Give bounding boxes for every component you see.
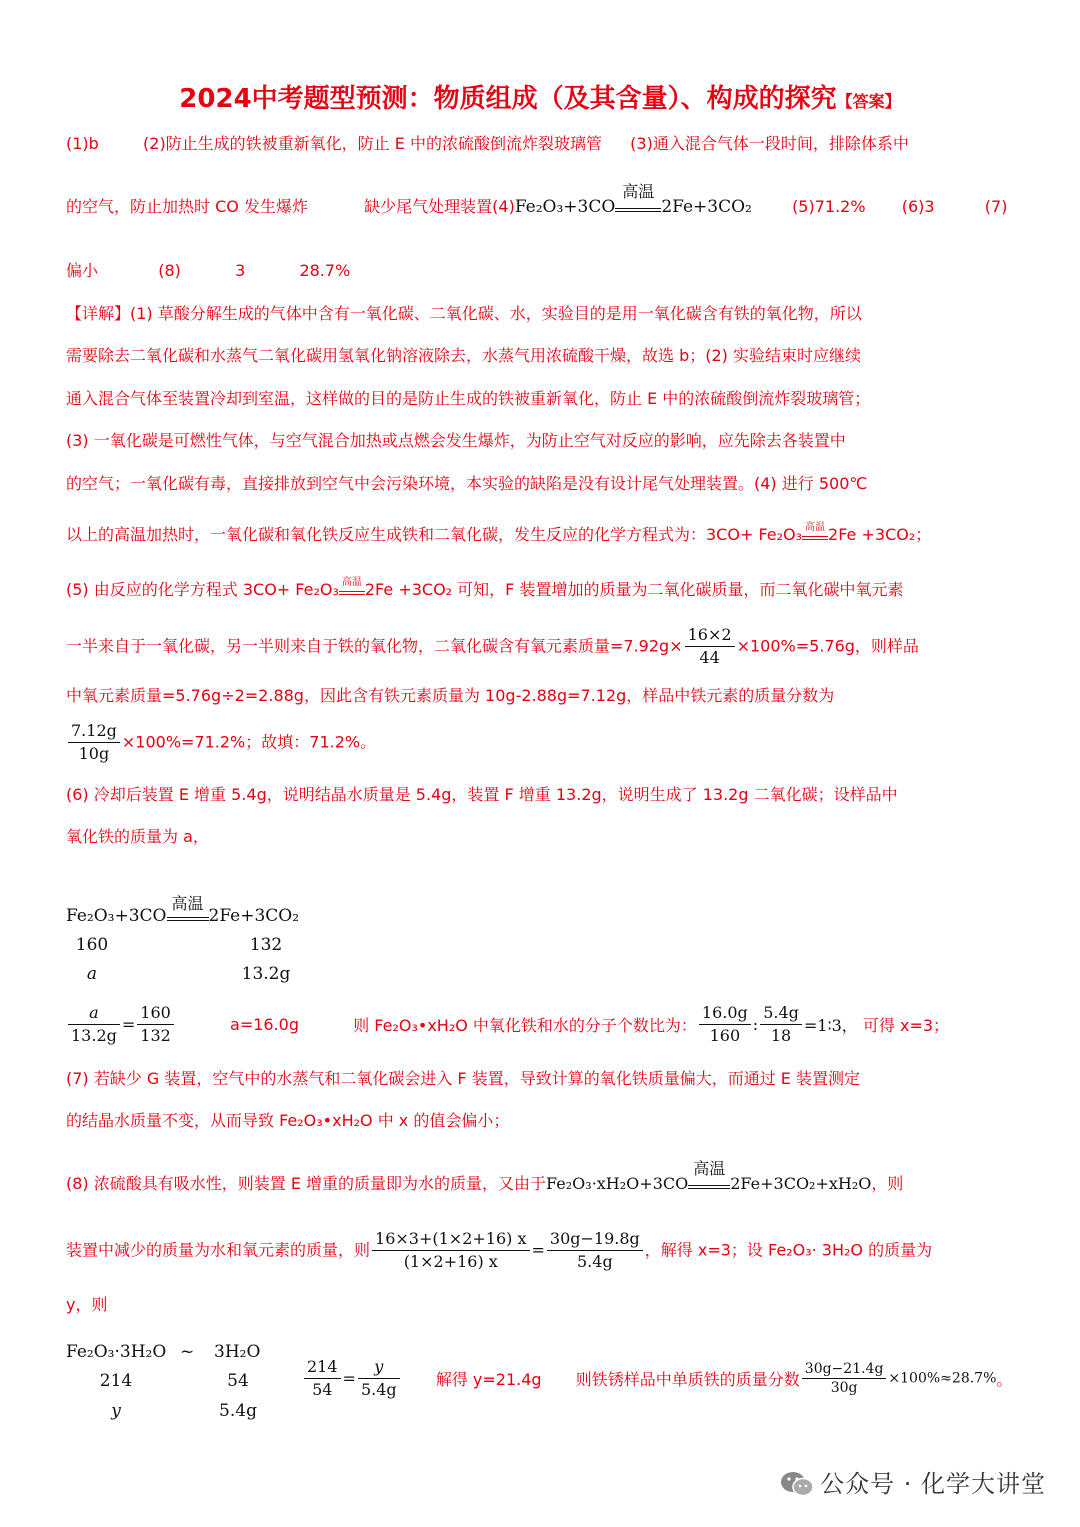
equation-right: 2Fe+3CO₂ xyxy=(661,197,752,217)
calc6-mass-2: 132 xyxy=(249,935,283,955)
equation-right: 2Fe+3CO₂+xH₂O xyxy=(730,1174,872,1193)
fraction-denominator: (1×2+16) x xyxy=(403,1252,498,1271)
calc8-mass-1: 214 xyxy=(99,1371,133,1391)
condition-arrow xyxy=(688,1159,730,1189)
calc8-mass-2: 54 xyxy=(227,1371,249,1391)
condition-arrow xyxy=(802,522,828,540)
fraction-denominator: 13.2g xyxy=(71,1026,117,1045)
fraction-numerator: 160 xyxy=(137,1002,174,1025)
answer-3-cont: 的空气，防止加热时 CO 发生爆炸 xyxy=(66,197,308,216)
detail8-line-1 xyxy=(66,1159,904,1194)
answer-8-label: (8) xyxy=(158,261,181,280)
detail-line-8 xyxy=(66,624,919,669)
fraction-y xyxy=(358,1356,400,1401)
equation-left: Fe₂O₃+3CO xyxy=(66,906,167,926)
page-title xyxy=(0,78,1080,115)
detail8-line-2-end: ，解得 x=3；设 Fe₂O₃· 3H₂O 的质量为 xyxy=(644,1240,933,1260)
wechat-icon xyxy=(780,1471,814,1497)
detail8-line-2: 装置中减少的质量为水和氧元素的质量，则 $\frac{16\times 3+(1\times 2+16) x}{(1\times 2+16) x}$ = $\frac{30g-19.8g}{5.4g}$ ，解得 x=3；设 Fe₂O₃· 3H₂O 的质量为 xyxy=(66,1229,933,1271)
calc6-x-result: 可得 x=3； xyxy=(862,1016,950,1035)
detail8-line-1-end: ，则 xyxy=(871,1174,904,1193)
fraction-denominator: 44 xyxy=(699,648,720,667)
equation-right: 2Fe+3CO₂ xyxy=(208,906,300,926)
detail-line-6-end: 2Fe +3CO₂； xyxy=(828,525,932,544)
calc8-formula-left: Fe₂O₃·3H₂O xyxy=(66,1342,167,1362)
fraction-numerator: 30g−19.8g xyxy=(547,1228,643,1251)
calc6-proportion: $\frac{a}{13.2g}$ = $\frac{160}{132}$ a=16.0g 则 Fe₂O₃•xH₂O 中氧化铁和水的分子个数比为： $\frac{16.0g}{160}$ : $\frac{5.4g}{18}$ =1∶3， 可得 x=3； xyxy=(66,1002,949,1047)
condition-arrow xyxy=(615,182,661,212)
answer-6: (6)3 xyxy=(901,197,935,216)
detail-line-9: 中氧元素质量=5.76g÷2=2.88g，因此含有铁元素质量为 10g-2.88g=7.12g，样品中铁元素的质量分数为 xyxy=(66,686,835,705)
detail-line-7-end: 2Fe +3CO₂ 可知，F 装置增加的质量为二氧化碳质量，而二氧化碳中氧元素 xyxy=(364,580,904,599)
fraction-numerator: 5.4g xyxy=(760,1002,802,1025)
fraction-denominator: 132 xyxy=(140,1026,171,1045)
fraction-oxygen xyxy=(685,624,735,669)
fraction-ratio-1 xyxy=(699,1002,751,1047)
fraction-mass xyxy=(137,1002,174,1047)
calc6-equation xyxy=(66,894,300,926)
fraction-iron xyxy=(68,720,120,765)
calc6-var-2: 13.2g xyxy=(241,964,291,984)
calc8-var-1: y xyxy=(111,1401,121,1421)
detail-line-7-text: (5) 由反应的化学方程式 3CO+ Fe₂O₃ xyxy=(66,580,339,599)
answer-7-label: (7) xyxy=(984,197,1008,216)
fraction-x-right xyxy=(547,1228,643,1273)
condition-text: 高温 xyxy=(622,182,655,201)
detail8-line-1-text: (8) 浓硫酸具有吸水性，则装置 E 增重的质量即为水的质量，又由于 xyxy=(66,1174,547,1193)
fraction-denominator: 5.4g xyxy=(577,1252,613,1271)
answer-8-x: 3 xyxy=(235,261,246,280)
fraction-denominator: 10g xyxy=(78,744,110,763)
detail-line-4: (3) 一氧化碳是可燃性气体，与空气混合加热或点燃会发生爆炸，为防止空气对反应的影响，应先除去各装置中 xyxy=(66,431,846,450)
equation-left: Fe₂O₃·xH₂O+3CO xyxy=(546,1174,689,1193)
answer-line-1 xyxy=(66,134,909,154)
fraction-a xyxy=(68,1002,120,1047)
fraction-numerator: 16×3+(1×2+16) x xyxy=(372,1228,529,1251)
condition-arrow xyxy=(339,577,365,595)
detail-line-11: (6) 冷却后装置 E 增重 5.4g，说明结晶水质量是 5.4g，装置 F 增重 13.2g，说明生成了 13.2g 二氧化碳；设样品中 xyxy=(66,785,898,804)
fraction-denominator: 18 xyxy=(770,1026,792,1045)
fraction-numerator: 214 xyxy=(304,1356,341,1379)
answer-line-2 xyxy=(66,182,1008,217)
calc8-formula-right: 3H₂O xyxy=(214,1342,261,1362)
fraction-214 xyxy=(304,1356,341,1401)
watermark-text: 公众号 · 化学大讲堂 xyxy=(820,1470,1046,1498)
detail-line-10-end: ×100%=71.2%；故填：71.2%。 xyxy=(121,732,377,752)
calc6-ratio-text: 则 Fe₂O₃•xH₂O 中氧化铁和水的分子个数比为： xyxy=(353,1016,697,1035)
detail-line-12: 氧化铁的质量为 a， xyxy=(66,827,209,846)
answer-line-3 xyxy=(66,261,350,281)
detail8-line-3: y，则 xyxy=(66,1295,108,1314)
fraction-denominator: 30g xyxy=(830,1380,858,1396)
fraction-numerator: y xyxy=(358,1356,400,1379)
fraction-x-left xyxy=(372,1228,529,1273)
calc8-final-text: 则铁锈样品中单质铁的质量分数 xyxy=(575,1370,800,1389)
answer-8-percent: 28.7% xyxy=(299,261,351,280)
fraction-ratio-2 xyxy=(760,1002,802,1047)
answer-1: (1)b xyxy=(66,134,99,153)
calc6-ratio-result: =1∶3， xyxy=(803,1016,858,1035)
calc8-final-end: 。 xyxy=(996,1370,1013,1389)
calc8-final-value: ×100%≈28.7% xyxy=(888,1370,997,1387)
fraction-numerator: 7.12g xyxy=(68,720,120,743)
condition-text: 高温 xyxy=(171,894,204,913)
fraction-denominator: 5.4g xyxy=(360,1380,397,1399)
answer-2: (2)防止生成的铁被重新氧化，防止 E 中的浓硫酸倒流炸裂玻璃管 xyxy=(143,134,602,153)
detail-line-2: 需要除去二氧化碳和水蒸气二氧化碳用氢氧化钠溶液除去，水蒸气用浓硫酸干燥，故选 b；(2) 实验结束时应继续 xyxy=(66,346,861,365)
watermark xyxy=(780,1464,1046,1499)
detail-line-8-end: ×100%=5.76g，则样品 xyxy=(736,636,919,656)
condition-text: 高温 xyxy=(693,1159,726,1178)
detail7-line-1: (7) 若缺少 G 装置，空气中的水蒸气和二氧化碳会进入 F 装置，导致计算的氧化铁质量偏大，而通过 E 装置测定 xyxy=(66,1069,860,1088)
title-tag: 【答案】 xyxy=(836,92,901,111)
fraction-denominator: 160 xyxy=(709,1026,741,1045)
answer-5: (5)71.2% xyxy=(792,197,866,216)
fraction-final xyxy=(802,1360,887,1397)
fraction-numerator: a xyxy=(68,1002,120,1025)
calc8-tilde: ~ xyxy=(180,1342,195,1362)
answer-7: 偏小 xyxy=(66,261,99,280)
detail8-line-2-text: 装置中减少的质量为水和氧元素的质量，则 xyxy=(66,1240,371,1260)
condition-arrow xyxy=(167,894,209,921)
detail-line-5: 的空气；一氧化碳有毒，直接排放到空气中会污染环境，本实验的缺陷是没有设计尾气处理装置。(4) 进行 500℃ xyxy=(66,474,868,493)
answer-3-defect: 缺少尾气处理装置(4) xyxy=(364,197,515,216)
detail-line-6-text: 以上的高温加热时，一氧化碳和氧化铁反应生成铁和二氧化碳，发生反应的化学方程式为：3CO+ Fe₂O₃ xyxy=(66,525,803,544)
detail7-line-2: 的结晶水质量不变，从而导致 Fe₂O₃•xH₂O 中 x 的值会偏小； xyxy=(66,1111,510,1130)
detail-line-8-text: 一半来自于一氧化碳，另一半则来自于铁的氧化物，二氧化碳含有氧元素质量=7.92g× xyxy=(66,636,683,656)
fraction-numerator: 16×2 xyxy=(685,624,735,647)
detail-line-7 xyxy=(66,577,904,600)
detail-line-1: 【详解】(1) 草酸分解生成的气体中含有一氧化碳、二氧化碳、水，实验目的是用一氧化碳含有铁的氧化物，所以 xyxy=(66,304,862,323)
detail-line-10 xyxy=(66,720,376,765)
fraction-numerator: 30g−21.4g xyxy=(802,1360,887,1379)
calc8-var-2: 5.4g xyxy=(219,1401,257,1421)
fraction-denominator: 54 xyxy=(312,1380,333,1399)
condition-text: 高温 xyxy=(341,577,362,588)
detail-line-6 xyxy=(66,522,932,545)
calc8-y-result: 解得 y=21.4g xyxy=(435,1370,542,1389)
calc8-proportion: $\frac{214}{54}$ = $\frac{y}{5.4g}$ 解得 y=21.4g 则铁锈样品中单质铁的质量分数 $\frac{30g-21.4g}{30g}$ ×100%≈28.7%。 xyxy=(302,1356,1012,1401)
calc6-var-1: a xyxy=(86,964,98,984)
equation-left: Fe₂O₃+3CO xyxy=(514,197,616,217)
condition-text: 高温 xyxy=(805,522,826,533)
calc6-result: a=16.0g xyxy=(230,1015,300,1034)
fraction-numerator: 16.0g xyxy=(699,1002,751,1025)
answer-3: (3)通入混合气体一段时间，排除体系中 xyxy=(630,134,909,153)
detail-line-3: 通入混合气体至装置冷却到室温，这样做的目的是防止生成的铁被重新氧化，防止 E 中的浓硫酸倒流炸裂玻璃管； xyxy=(66,389,871,408)
calc6-mass-1: 160 xyxy=(75,935,109,955)
title-main: 2024中考题型预测：物质组成（及其含量）、构成的探究 xyxy=(179,84,837,114)
